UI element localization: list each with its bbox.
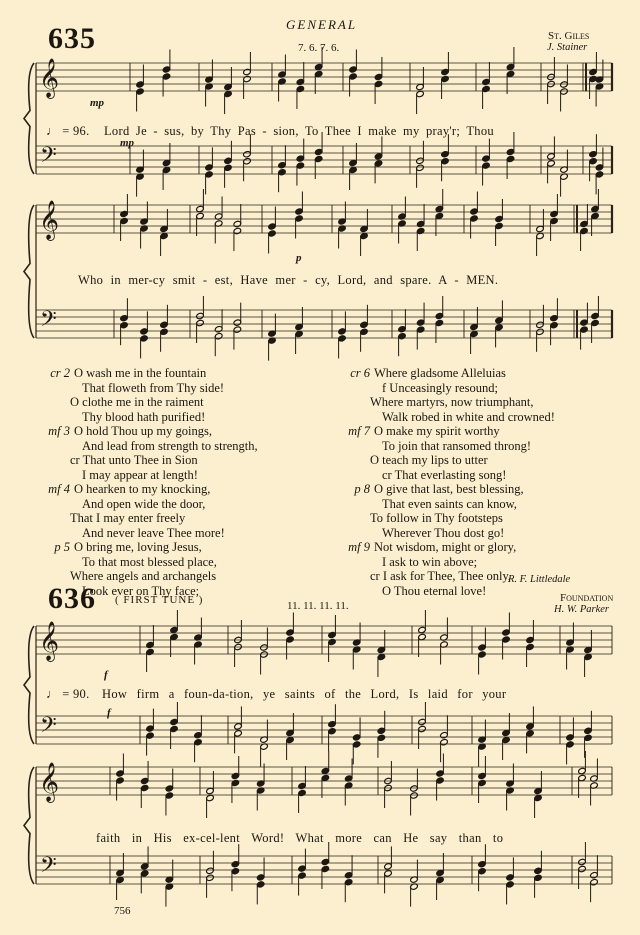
right-verse — [344, 482, 555, 540]
subtitle-636: ( FIRST TUNE ) — [115, 594, 204, 606]
composer-635: J. Stainer — [547, 42, 588, 53]
right-verse — [344, 366, 555, 424]
verse-line: To follow in Thy footsteps — [370, 511, 503, 525]
meter-635: 7. 6. 7. 6. — [298, 42, 340, 54]
verse-line: cr I ask for Thee, Thee only, — [370, 569, 512, 583]
verse-line: That I may enter freely — [70, 511, 186, 525]
svg-text:𝄞: 𝄞 — [39, 200, 60, 240]
verse-line: I may appear at length! — [82, 467, 198, 482]
verse-line: mf 3 O hold Thou up my goings, — [44, 424, 258, 439]
dynamic-p-635: p — [296, 252, 302, 264]
verse-line: To join that ransomed throng! — [382, 438, 532, 453]
svg-text:𝄞: 𝄞 — [39, 58, 60, 98]
verse-line: cr That everlasting song! — [382, 467, 507, 482]
right-verse — [344, 540, 555, 598]
verse-line: p 8 O give that last, best blessing, — [344, 482, 555, 497]
lyrics-636-line1: How firm a foun-da-tion, ye saints of the Lord, Is laid for your — [102, 687, 507, 701]
tempo-635: ♩ = 96. — [46, 124, 90, 138]
verse-line: O clothe me in the raiment — [70, 395, 204, 409]
verse-marking: p 8 — [354, 482, 370, 496]
hymn-number-636: 636 — [48, 582, 96, 615]
verse-marking: mf 7 — [348, 424, 370, 438]
left-verse — [44, 482, 258, 540]
page-category: GENERAL — [286, 17, 358, 32]
verse-line: Where angels and archangels — [70, 569, 217, 583]
verse-line: Wherever Thou dost go! — [382, 525, 505, 540]
lyrics-635-line1: Lord Je - sus, by Thy Pas - sion, To Thee I make my pray'r; Thou — [104, 124, 494, 138]
tune-name-636: Foundation — [560, 592, 614, 604]
page-number: 756 — [114, 905, 131, 917]
verse-line: Thy blood hath purified! — [82, 409, 206, 424]
verse-line: And never leave Thee more! — [82, 525, 225, 540]
svg-text:𝄢: 𝄢 — [40, 713, 57, 743]
verse-marking: mf 3 — [48, 424, 70, 438]
verse-marking: mf 9 — [348, 540, 370, 554]
svg-text:𝄞: 𝄞 — [39, 762, 60, 802]
verse-line: f Unceasingly resound; — [382, 380, 498, 395]
verse-line: Look ever on Thy face; — [82, 583, 200, 598]
verse-marking: cr 2 — [50, 366, 70, 380]
svg-text:𝄢: 𝄢 — [40, 143, 57, 173]
meter-636: 11. 11. 11. 11. — [287, 600, 349, 612]
lyrics-635-line2: Who in mer-cy smit - est, Have mer - cy, Lord, and spare. A - MEN. — [78, 273, 499, 287]
dynamic-f-636-bass: f — [107, 707, 111, 719]
left-verse — [44, 424, 258, 482]
verses-right-column — [344, 366, 555, 598]
verse-line: mf 9 Not wisdom, might or glory, — [344, 540, 555, 555]
verse-line: O teach my lips to utter — [370, 453, 488, 467]
lyrics-636-line2: faith in His ex-cel-lent Word! What more can He say than to — [96, 831, 504, 845]
svg-text:𝄢: 𝄢 — [40, 853, 57, 883]
author-635: R. F. Littledale — [508, 574, 571, 585]
verse-marking: p 5 — [54, 540, 70, 554]
svg-text:𝄞: 𝄞 — [39, 621, 60, 661]
verse-line: cr 6 Where gladsome Alleluias — [344, 366, 555, 381]
verse-line: mf 7 O make my spirit worthy — [344, 424, 555, 439]
verse-line: And open wide the door, — [82, 496, 206, 511]
verse-line: Where martyrs, now triumphant, — [370, 395, 534, 409]
verse-line: That floweth from Thy side! — [82, 380, 225, 395]
verse-line: p 5 O bring me, loving Jesus, — [44, 540, 258, 555]
verse-line: cr 2 O wash me in the fountain — [44, 366, 258, 381]
verse-marking: cr 6 — [350, 366, 370, 380]
verse-line: O Thou eternal love! — [382, 583, 487, 598]
composer-636: H. W. Parker — [554, 604, 610, 615]
dynamic-mp-635: mp — [90, 97, 105, 109]
left-verse — [44, 366, 258, 424]
hymn-number-635: 635 — [48, 22, 96, 55]
right-verse — [344, 424, 555, 482]
verse-line: To that most blessed place, — [82, 554, 217, 569]
verse-line: Walk robed in white and crowned! — [382, 409, 555, 424]
verse-marking: mf 4 — [48, 482, 70, 496]
verse-line: cr That unto Thee in Sion — [70, 453, 198, 467]
verse-line: That even saints can know, — [382, 496, 517, 511]
verses-left-column — [44, 366, 258, 598]
verse-line: I ask to win above; — [382, 554, 478, 569]
dynamic-f-636: f — [104, 669, 108, 681]
dynamic-mp-635-bass: mp — [120, 137, 135, 149]
verse-line: mf 4 O hearken to my knocking, — [44, 482, 258, 497]
tempo-636: ♩ = 90. — [46, 687, 90, 701]
tune-name-635: St. Giles — [548, 30, 590, 42]
verse-line: And lead from strength to strength, — [82, 438, 258, 453]
svg-text:𝄢: 𝄢 — [40, 307, 57, 337]
